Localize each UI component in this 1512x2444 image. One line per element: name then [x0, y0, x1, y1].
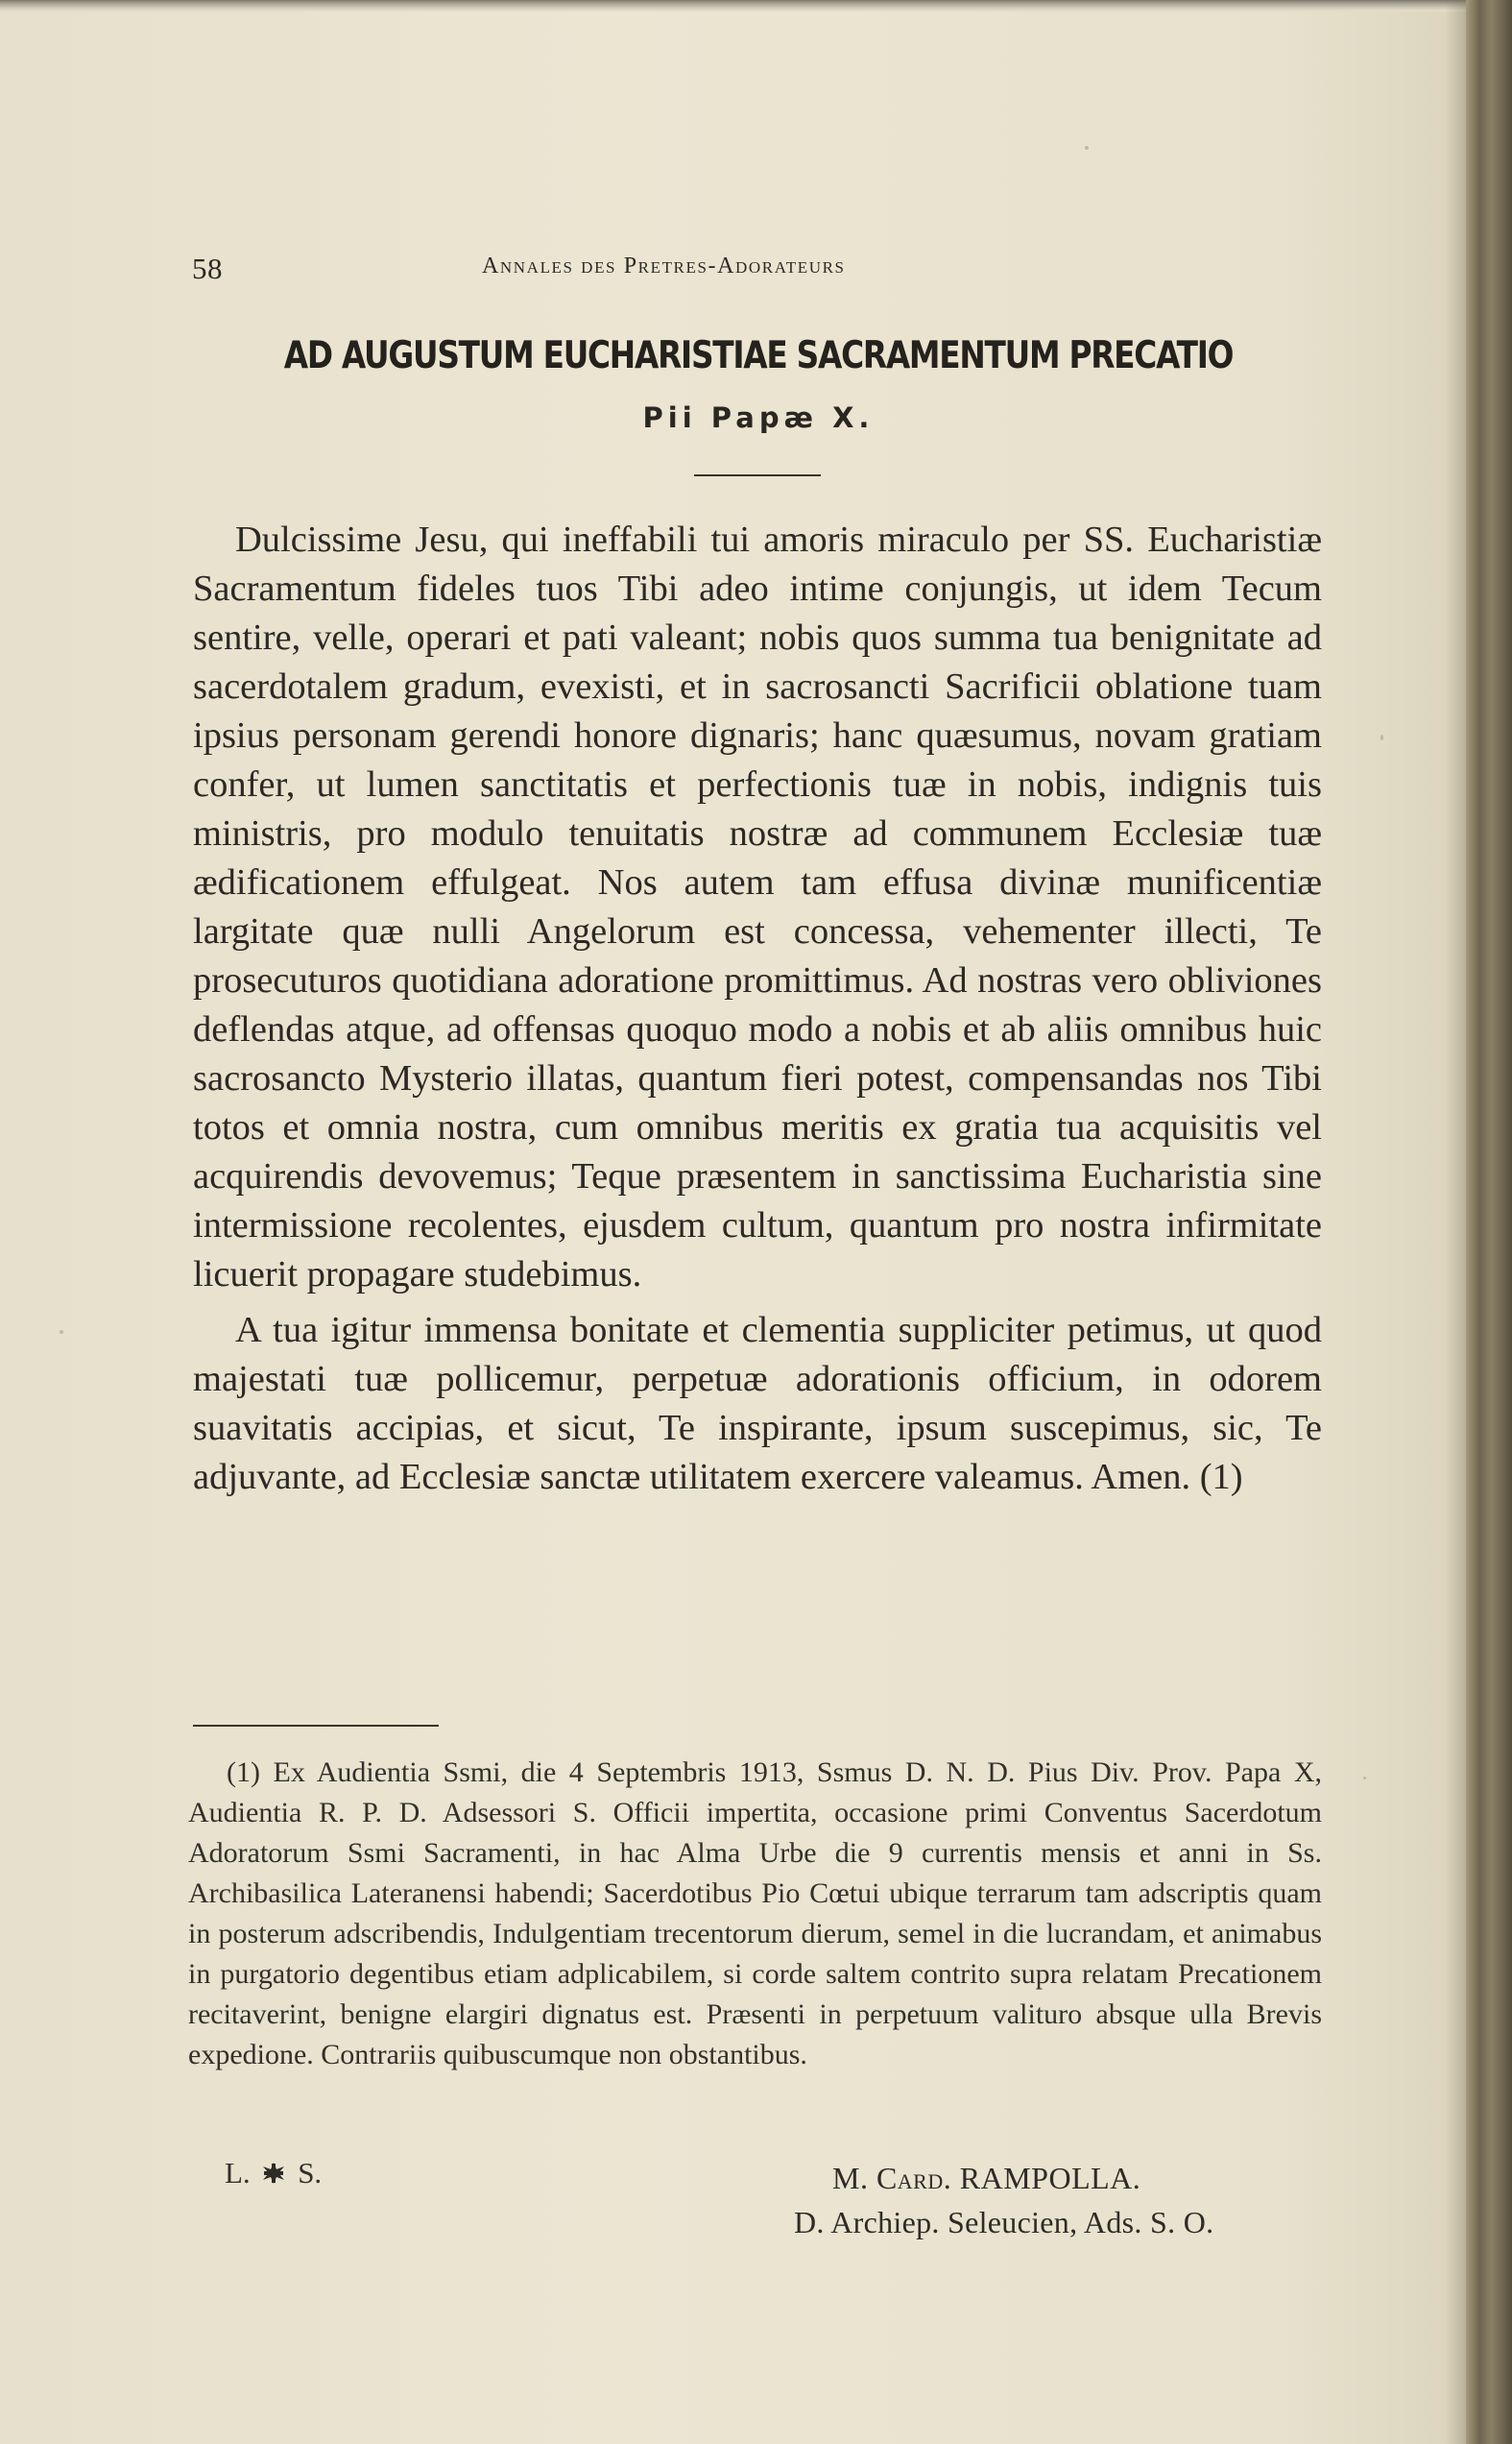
signatory-title: D. Archiep. Seleucien, Ads. S. O. [794, 2205, 1214, 2239]
page-top-edge [0, 0, 1469, 12]
body-paragraph-1: Dulcissime Jesu, qui ineffabili tui amoris miraculo per SS. Eucharistiæ Sacramentum fideles tuos Tibi adeo intime conjungis, ut idem Tecum sentire, velle, operari et pati valeant; nobis quos summa tua benignitate ad sacerdotalem gradum, evexisti, et in sacrosancti Sacrificii oblatione tuam ipsius personam gerendi honore dignaris; hanc quæsumus, novam gratiam confer, ut lumen sanctitatis et perfectionis tuæ in nobis, indignis tuis ministris, pro modulo tenuitatis nostræ ad communem Ecclesiæ tuæ ædificationem effulgeat. Nos autem tam effusa divinæ munificentiæ largitate quæ nulli Angelorum est concessa, vehementer illecti, Te prosecuturos quotidiana adoratione promittimus. Ad nostras vero obliviones deflendas atque, ad offensas quoquo modo a nobis et ab aliis omnibus huic sacrosancto Mysterio illatas, quantum fieri potest, compensandas nos Tibi totos et omnia nostra, cum omnibus meritis ex gratia tua acquisitis vel acquirendis devovemus; Teque præsentem in sanctissima Eucharistia sine intermissione recolentes, ejusdem cultum, quantum pro nostra infirmitate licuerit propagare studebimus. [193, 520, 1322, 1295]
name-prefix: M. [832, 2161, 869, 2195]
paper-speck [60, 1330, 63, 1334]
prayer-title: AD AUGUSTUM EUCHARISTIAE SACRAMENTUM PRECATIO [283, 334, 1234, 377]
body-paragraph-2: A tua igitur immensa bonitate et clementia suppliciter petimus, ut quod majestati tuæ pollicemur, perpetuæ adorationis officium, in odorem suavitatis accipias, et sicut, Te inspirante, ipsum suscepimus, sic, Te adjuvante, ad Ecclesiæ sanctæ utilitatem exercere valeamus. Amen. (1) [193, 1310, 1322, 1497]
seal-mark [225, 2156, 322, 2193]
seal-left-letter: L. [225, 2156, 251, 2190]
running-head: Annales des Pretres-Adorateurs [482, 254, 846, 278]
footnote [188, 1753, 1322, 2075]
prayer-body [193, 516, 1322, 1509]
name-surname: RAMPOLLA. [959, 2161, 1141, 2195]
cross-icon [261, 2159, 286, 2193]
signatory-name [832, 2161, 1140, 2196]
prayer-subtitle: Pii Papæ X. [642, 401, 875, 434]
name-card: Card. [876, 2161, 952, 2195]
page-number: 58 [192, 252, 223, 285]
paper-speck [1363, 1777, 1366, 1779]
footnote-divider [193, 1725, 439, 1727]
paper-speck [1380, 735, 1383, 740]
title-divider [694, 474, 821, 476]
book-binding [1466, 0, 1512, 2444]
paper-speck [1085, 146, 1089, 150]
page-header [192, 252, 1344, 290]
footnote-text: (1) Ex Audientia Ssmi, die 4 Septembris 1913, Ssmus D. N. D. Pius Div. Prov. Papa X, Audientia R. P. D. Adsessori S. Officii impertita, occasione primi Conventus Sacerdotum Adoratorum Ssmi Sacramenti, in hac Alma Urbe die 9 currentis mensis et anni in Ss. Archibasilica Lateranensi habendi; Sacerdotibus Pio Cœtui ubique terrarum tam adscriptis quam in posterum adscribendis, Indulgentiam trecentorum dierum, semel in die lucrandam, et animabus in purgatorio degentibus etiam adplicabilem, si corde saltem contrito supra relatam Precationem recitaverint, benigne elargiri dignatus est. Præsenti in perpetuum valituro absque ulla Brevis expedione. Contrariis quibuscumque non obstantibus. [188, 1756, 1322, 2070]
binding-shadow [1445, 0, 1466, 2444]
seal-right-letter: S. [298, 2156, 323, 2190]
